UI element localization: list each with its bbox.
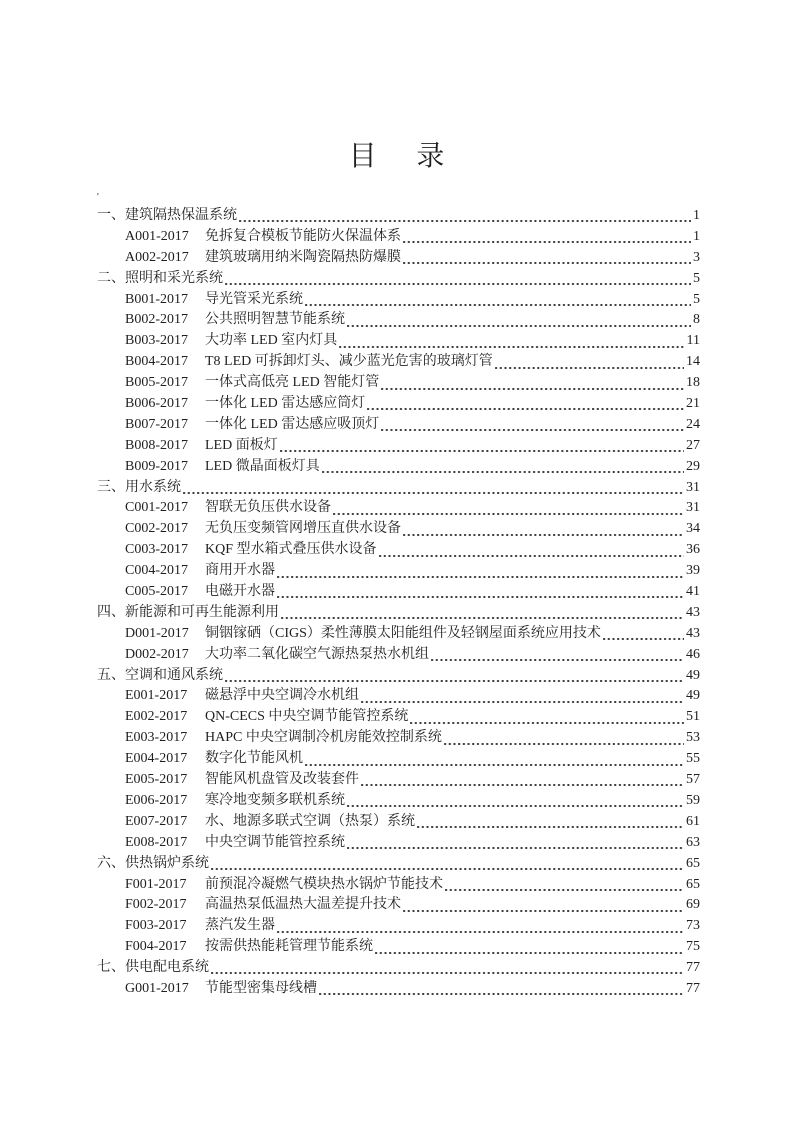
toc-item-title: 电磁开水器 [205, 584, 275, 600]
toc-item-code: E005-2017 [125, 772, 188, 788]
dot-leader [225, 283, 691, 285]
toc-item-code: B001-2017 [125, 291, 188, 307]
toc-page-number: 61 [686, 813, 700, 829]
toc-page-number: 51 [686, 709, 700, 725]
toc-item-title: 前预混冷凝燃气模块热水锅炉节能技术 [205, 876, 443, 892]
toc-item-title: 按需供热能耗管理节能系统 [205, 939, 373, 955]
dot-leader [403, 534, 684, 536]
toc-item-code: F004-2017 [125, 939, 187, 955]
dot-leader [347, 325, 691, 327]
toc-item-row [97, 498, 700, 519]
toc-page-number: 65 [686, 855, 700, 871]
toc-item-title: 中央空调节能管控系统 [205, 834, 345, 850]
toc-item-row [97, 770, 700, 791]
toc-item-code: B006-2017 [125, 396, 188, 412]
toc-item-title: T8 LED 可拆卸灯头、减少蓝光危害的玻璃灯管 [205, 354, 493, 370]
dot-leader [361, 784, 684, 786]
toc-page-number: 75 [686, 939, 700, 955]
toc-item-row [97, 875, 700, 896]
toc-page-number: 41 [686, 584, 700, 600]
toc-item-row [97, 686, 700, 707]
dot-leader [305, 764, 684, 766]
toc-item-code: C001-2017 [125, 500, 188, 516]
toc-page-number: 29 [686, 458, 700, 474]
toc-item-code: C003-2017 [125, 542, 188, 558]
toc-section-row [97, 206, 700, 227]
dot-leader [347, 847, 684, 849]
toc-page-number: 27 [686, 437, 700, 453]
toc-item-title: 公共照明智慧节能系统 [205, 312, 345, 328]
toc-item-title: 商用开水器 [205, 563, 275, 579]
toc-item-code: F002-2017 [125, 897, 187, 913]
toc-item-title: LED 面板灯 [205, 437, 278, 453]
toc-section-label: 六、供热锅炉系统 [97, 855, 209, 871]
toc-item-title: 智联无负压供水设备 [205, 500, 331, 516]
dot-leader [183, 492, 684, 494]
dot-leader [339, 346, 684, 348]
toc-item-row [97, 812, 700, 833]
toc-item-title: 一体式高低亮 LED 智能灯管 [205, 375, 380, 391]
toc-item-row [97, 749, 700, 770]
toc-item-row [97, 540, 700, 561]
toc-item-code: D002-2017 [125, 646, 189, 662]
dot-leader [319, 993, 684, 995]
toc-page-number: 11 [686, 333, 700, 349]
dot-leader [495, 367, 684, 369]
toc-item-code: B007-2017 [125, 416, 188, 432]
dot-leader [381, 429, 684, 431]
toc-page-number: 31 [686, 500, 700, 516]
dot-leader [347, 805, 684, 807]
toc-section-row [97, 666, 700, 687]
toc-item-title: 智能风机盘管及改装套件 [205, 772, 359, 788]
toc-page-number: 43 [686, 604, 700, 620]
toc-item-title: 节能型密集母线槽 [205, 980, 317, 996]
toc-item-code: A002-2017 [125, 249, 189, 265]
dot-leader [431, 659, 684, 661]
dot-leader [367, 408, 684, 410]
dot-leader [280, 450, 684, 452]
toc-section-label: 二、照明和采光系统 [97, 270, 223, 286]
toc-page-number: 24 [686, 416, 700, 432]
toc-item-code: B003-2017 [125, 333, 188, 349]
toc-page-number: 3 [693, 249, 700, 265]
dot-leader [305, 304, 691, 306]
dot-leader [277, 576, 684, 578]
toc-item-code: E003-2017 [125, 730, 188, 746]
toc-section-row [97, 478, 700, 499]
toc-item-row [97, 290, 700, 311]
toc-item-row [97, 645, 700, 666]
toc-item-code: C002-2017 [125, 521, 188, 537]
toc-item-row [97, 582, 700, 603]
page-title: 目 录 [348, 141, 446, 172]
toc-section-row [97, 854, 700, 875]
toc-item-code: E001-2017 [125, 688, 188, 704]
toc-item-code: F003-2017 [125, 918, 187, 934]
toc-item-code: E004-2017 [125, 751, 188, 767]
stray-mark: ' [97, 192, 99, 203]
toc-page-number: 73 [686, 918, 700, 934]
toc-page-number: 36 [686, 542, 700, 558]
toc-page-number: 5 [693, 270, 700, 286]
toc-item-row [97, 791, 700, 812]
toc-section-label: 三、用水系统 [97, 479, 181, 495]
toc-page-number: 5 [693, 291, 700, 307]
toc-item-row [97, 331, 700, 352]
toc-page-number: 63 [686, 834, 700, 850]
toc-item-title: 大功率 LED 室内灯具 [205, 333, 338, 349]
toc-item-row [97, 310, 700, 331]
dot-leader [281, 617, 684, 619]
toc-item-row [97, 227, 700, 248]
toc-page-number: 55 [686, 751, 700, 767]
dot-leader [225, 680, 684, 682]
dot-leader [361, 701, 684, 703]
toc-item-title: 数字化节能风机 [205, 751, 303, 767]
dot-leader [379, 555, 684, 557]
toc-page-number: 31 [686, 479, 700, 495]
toc-item-code: B008-2017 [125, 437, 188, 453]
toc-section-label: 一、建筑隔热保温系统 [97, 208, 237, 223]
toc-item-row [97, 519, 700, 540]
toc-item-row [97, 373, 700, 394]
dot-leader [211, 972, 684, 974]
toc-item-code: B009-2017 [125, 458, 188, 474]
toc-item-row [97, 937, 700, 958]
toc-item-row [97, 394, 700, 415]
dot-leader [333, 513, 684, 515]
toc-section-row [97, 603, 700, 624]
toc-item-title: 铜铟镓硒（CIGS）柔性薄膜太阳能组件及轻钢屋面系统应用技术 [205, 625, 601, 641]
toc-item-code: D001-2017 [125, 625, 189, 641]
toc-item-title: 水、地源多联式空调（热泵）系统 [205, 813, 415, 829]
dot-leader [417, 826, 684, 828]
toc-item-code: E008-2017 [125, 834, 188, 850]
toc-section-row [97, 269, 700, 290]
toc-item-row [97, 457, 700, 478]
dot-leader [403, 262, 691, 264]
dot-leader [375, 952, 684, 954]
toc-item-title: QN-CECS 中央空调节能管控系统 [205, 709, 409, 725]
toc-page-number: 1 [693, 208, 700, 223]
toc-item-code: B004-2017 [125, 354, 188, 370]
toc-page-number: 49 [686, 667, 700, 683]
toc-section-row [97, 958, 700, 979]
toc-page-number: 39 [686, 563, 700, 579]
toc-item-row [97, 895, 700, 916]
dot-leader [445, 889, 684, 891]
toc-page-number: 1 [693, 228, 700, 244]
toc-page-number: 14 [686, 354, 700, 370]
dot-leader [322, 471, 684, 473]
toc-item-row [97, 707, 700, 728]
toc-page-number: 34 [686, 521, 700, 537]
toc-item-title: 导光管采光系统 [205, 291, 303, 307]
toc-item-title: 蒸汽发生器 [205, 918, 275, 934]
toc-item-row [97, 561, 700, 582]
dot-leader [603, 638, 684, 640]
toc-item-title: 无负压变频管网增压直供水设备 [205, 521, 401, 537]
toc-item-row [97, 979, 700, 1000]
toc-item-title: 大功率二氧化碳空气源热泵热水机组 [205, 646, 429, 662]
dot-leader [444, 743, 684, 745]
toc-section-label: 四、新能源和可再生能源利用 [97, 604, 279, 620]
toc-item-row [97, 415, 700, 436]
toc-item-code: F001-2017 [125, 876, 187, 892]
toc-page-number: 43 [686, 625, 700, 641]
toc-page-number: 8 [693, 312, 700, 328]
dot-leader [410, 722, 684, 724]
toc-page-number: 59 [686, 792, 700, 808]
toc-page-number: 21 [686, 396, 700, 412]
toc-item-title: KQF 型水箱式叠压供水设备 [205, 542, 377, 558]
toc-item-code: E007-2017 [125, 813, 188, 829]
toc-page-number: 18 [686, 375, 700, 391]
toc-item-title: 一体化 LED 雷达感应筒灯 [205, 396, 366, 412]
toc-page-number: 65 [686, 876, 700, 892]
toc-item-code: E002-2017 [125, 709, 188, 725]
toc-item-title: LED 微晶面板灯具 [205, 458, 320, 474]
toc-item-row [97, 728, 700, 749]
toc-page-number: 53 [686, 730, 700, 746]
toc-item-code: G001-2017 [125, 980, 189, 996]
dot-leader [239, 220, 691, 222]
dot-leader [211, 868, 684, 870]
toc-item-row [97, 248, 700, 269]
toc-item-title: 高温热泵低温热大温差提升技术 [205, 897, 401, 913]
dot-leader [277, 931, 684, 933]
toc-page-number: 69 [686, 897, 700, 913]
toc-page-number: 77 [686, 960, 700, 976]
toc-page-number: 57 [686, 772, 700, 788]
toc-section-label: 五、空调和通风系统 [97, 667, 223, 683]
toc-page-number: 49 [686, 688, 700, 704]
toc-list [97, 206, 700, 1000]
toc-item-title: 一体化 LED 雷达感应吸顶灯 [205, 416, 380, 432]
toc-item-code: B002-2017 [125, 312, 188, 328]
toc-item-title: HAPC 中央空调制冷机房能效控制系统 [205, 730, 442, 746]
toc-item-code: B005-2017 [125, 375, 188, 391]
toc-item-code: A001-2017 [125, 228, 189, 244]
toc-item-row [97, 436, 700, 457]
toc-item-row [97, 352, 700, 373]
toc-item-code: E006-2017 [125, 792, 188, 808]
toc-item-title: 寒冷地变频多联机系统 [205, 792, 345, 808]
dot-leader [277, 596, 684, 598]
toc-item-row [97, 916, 700, 937]
toc-section-label: 七、供电配电系统 [97, 960, 209, 976]
dot-leader [381, 388, 684, 390]
toc-page-number: 77 [686, 980, 700, 996]
dot-leader [403, 910, 684, 912]
toc-item-title: 磁悬浮中央空调冷水机组 [205, 688, 359, 704]
toc-item-row [97, 833, 700, 854]
dot-leader [403, 241, 691, 243]
toc-item-code: C004-2017 [125, 563, 188, 579]
toc-item-code: C005-2017 [125, 584, 188, 600]
toc-item-row [97, 624, 700, 645]
toc-item-title: 建筑玻璃用纳米陶瓷隔热防爆膜 [205, 249, 401, 265]
toc-page-number: 46 [686, 646, 700, 662]
toc-item-title: 免拆复合模板节能防火保温体系 [205, 228, 401, 244]
